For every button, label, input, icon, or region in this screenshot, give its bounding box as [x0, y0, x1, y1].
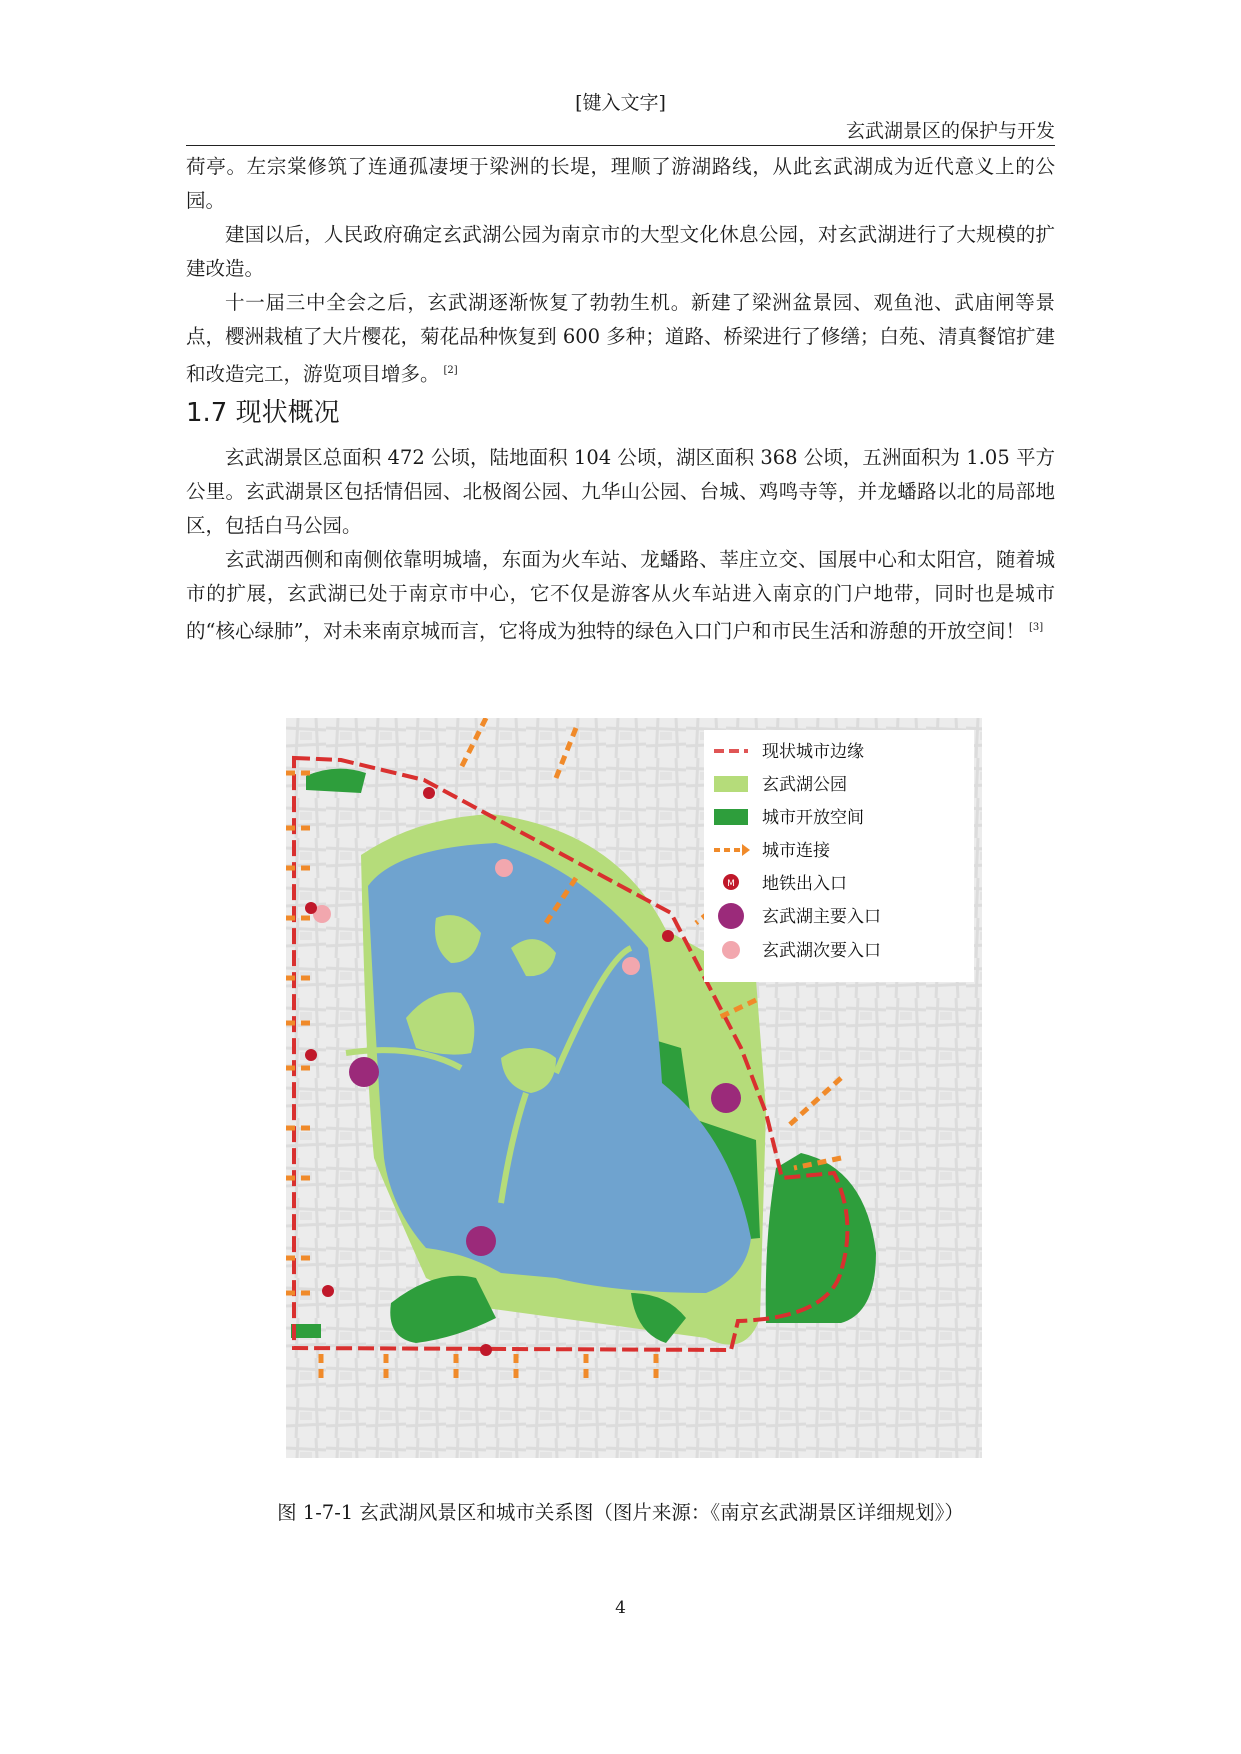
legend-label-open-space: 城市开放空间 [762, 808, 864, 828]
pink-circle-icon [722, 941, 740, 959]
metro-icon-letter: M [727, 879, 735, 889]
legend-label-secondary-entrance: 玄武湖次要入口 [762, 941, 881, 961]
legend-label-metro: 地铁出入口 [762, 874, 847, 894]
page-number: 4 [615, 1598, 626, 1618]
section-paragraph-1: 玄武湖景区总面积 472 公顷，陆地面积 104 公顷，湖区面积 368 公顷，五洲面积为 1.05 平方公里。玄武湖景区包括情侣园、北极阁公园、九华山公园、台城、鸡鸣寺等，并龙蟠路以北的局部地区，包括白马公园。 [186, 446, 1055, 537]
xuanwu-lake-map [286, 718, 982, 1458]
paragraph-2: 建国以后，人民政府确定玄武湖公园为南京市的大型文化休息公园，对玄武湖进行了大规模的扩建改造。 [186, 223, 1055, 280]
header-placeholder: [键入文字] [575, 92, 666, 114]
legend-label-city-edge: 现状城市边缘 [762, 742, 864, 762]
section-paragraph-2 [186, 543, 1055, 649]
header-rule [186, 145, 1055, 146]
purple-circle-icon [718, 903, 744, 929]
citation-2: [2] [443, 365, 458, 376]
figure-caption: 图 1-7-1 玄武湖风景区和城市关系图（图片来源：《南京玄武湖景区详细规划》） [277, 1501, 964, 1524]
legend-label-lake-park: 玄武湖公园 [762, 775, 847, 795]
dark-green-swatch-icon [714, 809, 748, 825]
paragraph-3-text: 十一届三中全会之后，玄武湖逐渐恢复了勃勃生机。新建了梁洲盆景园、观鱼池、武庙闸等景点，樱洲栽植了大片樱花，菊花品种恢复到 600 多种；道路、桥梁进行了修缮；白苑、清真餐馆扩建和改造完工，游览项目增多。 [186, 291, 1055, 386]
map-legend [704, 730, 974, 982]
light-green-swatch-icon [714, 776, 748, 792]
section-heading: 1.7 现状概况 [186, 398, 340, 428]
paragraph-1: 荷亭。左宗棠修筑了连通孤凄埂于梁洲的长堤，理顺了游湖路线，从此玄武湖成为近代意义上的公园。 [186, 155, 1055, 212]
section-body [186, 441, 1055, 649]
section-paragraph-2-text: 玄武湖西侧和南侧依靠明城墙，东面为火车站、龙蟠路、莘庄立交、国展中心和太阳宫，随着城市的扩展，玄武湖已处于南京市中心，它不仅是游客从火车站进入南京的门户地带，同时也是城市的“核心绿肺”，对未来南京城而言，它将成为独特的绿色入口门户和市民生活和游憩的开放空间！ [186, 548, 1055, 643]
header-title: 玄武湖景区的保护与开发 [845, 120, 1055, 142]
legend-label-city-connection: 城市连接 [762, 841, 830, 861]
legend-label-main-entrance: 玄武湖主要入口 [762, 907, 881, 927]
citation-3: [3] [1028, 622, 1044, 633]
paragraph-3 [186, 286, 1055, 392]
body-top [186, 150, 1055, 392]
